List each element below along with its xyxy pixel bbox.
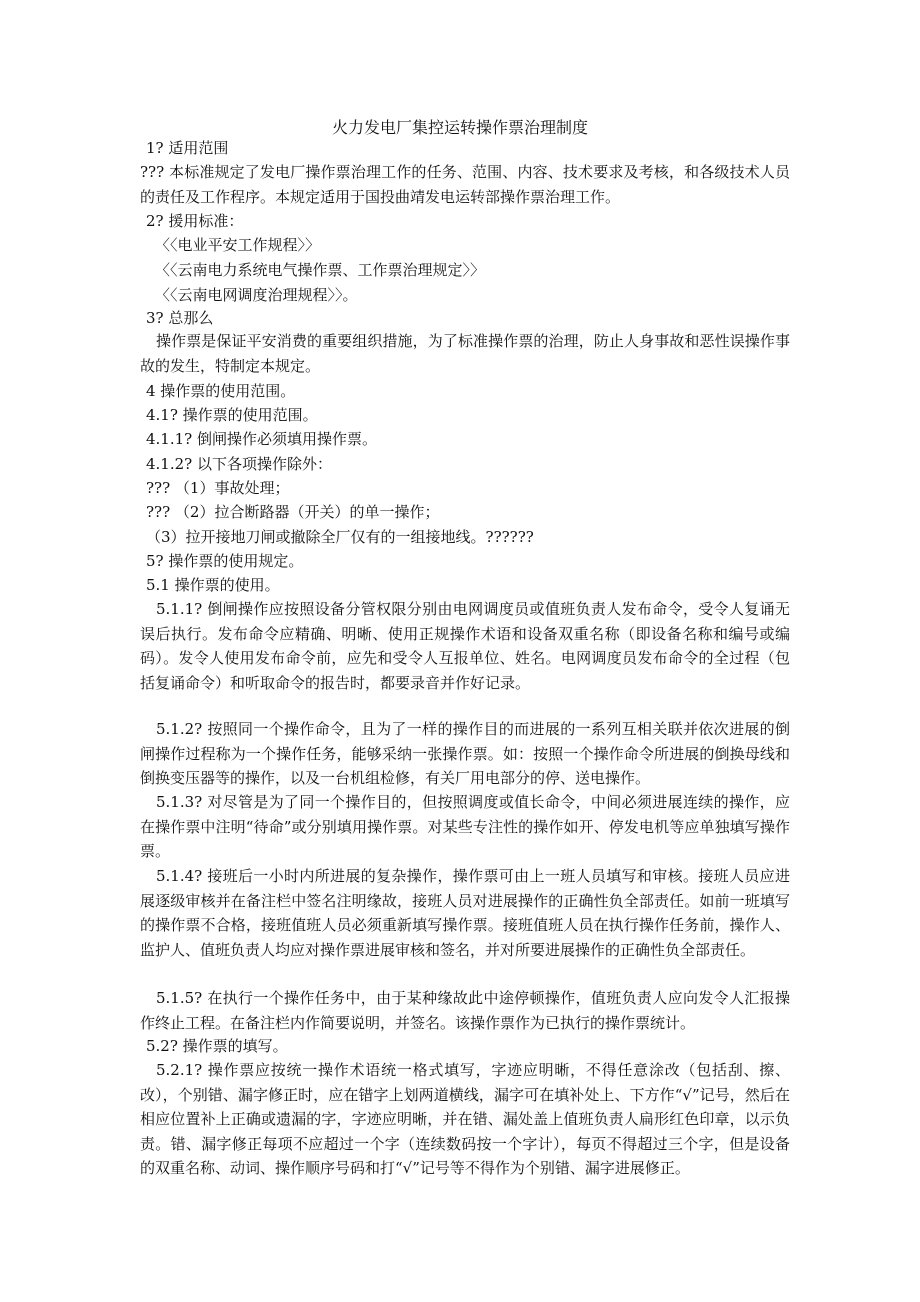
clause-line: 4.1.2? 以下各项操作除外： xyxy=(146,455,332,473)
paragraph: 5.1.4? 接班后一小时内所进展的复杂操作，操作票可由上一班人员填写和审核。接班人员应进展逐级审核并在备注栏中签名注明缘故，接班人员对进展操作的正确性负全部责任。如前一班填写的操作票不合格，接班值班人员必须重新填写操作票。接班值班人员在执行操作任务前，操作人、监护人、值班负责人均应对操作票进展审核和签名，并对所要进展操作的正确性负全部责任。 xyxy=(140,867,790,959)
section-heading: 5.1 操作票的使用。 xyxy=(146,576,280,594)
section-heading: 2? 援用标准： xyxy=(146,212,244,230)
paragraph: 5.2.1? 操作票应按统一操作术语统一格式填写，字迹应明晰，不得任意涂改（包括刮、擦、改），个别错、漏字修正时，应在错字上划两道横线，漏字可在填补处上、下方作“√”记号，然后在相应位置补上正确或遗漏的字，字迹应明晰，并在错、漏处盖上值班负责人扁形红色印章，以示负责。错、漏字修正每项不应超过一个字（连续数码按一个字计），每页不得超过三个字，但是设备的双重名称、动词、操作顺序号码和打“√”记号等不得作为个别错、漏字进展修正。 xyxy=(140,1061,790,1177)
paragraph: ??? 本标准规定了发电厂操作票治理工作的任务、范围、内容、技术要求及考核，和各级技术人员的责任及工作程序。本规定适用于国投曲靖发电运转部操作票治理工作。 xyxy=(140,163,790,206)
reference-item: 〈〈电业平安工作规程〉〉 xyxy=(155,236,321,254)
paragraph: 操作票是保证平安消费的重要组织措施，为了标准操作票的治理，防止人身事故和恶性误操作事故的发生，特制定本规定。 xyxy=(140,332,790,375)
section-heading: 4.1? 操作票的使用范围。 xyxy=(146,406,318,424)
paragraph: 5.1.2? 按照同一个操作命令，且为了一样的操作目的而进展的一系列互相关联并依次进展的倒闸操作过程称为一个操作任务，能够采纳一张操作票。如：按照一个操作命令所进展的倒换母线和倒换变压器等的操作，以及一台机组检修，有关厂用电部分的停、送电操作。 xyxy=(140,720,790,787)
section-heading: 5.2? 操作票的填写。 xyxy=(146,1037,288,1055)
section-heading: 4 操作票的使用范围。 xyxy=(146,382,296,400)
list-item: ??? （2）拉合断路器（开关）的单一操作； xyxy=(146,503,440,521)
reference-item: 〈〈云南电力系统电气操作票、工作票治理规定〉〉 xyxy=(155,261,486,279)
paragraph: 5.1.3? 对尽管是为了同一个操作目的，但按照调度或值长命令，中间必须进展连续的操作，应在操作票中注明“待命”或分别填用操作票。对某些专注性的操作如开、停发电机等应单独填写操作票。 xyxy=(140,793,790,860)
list-item: （3）拉开接地刀闸或撤除全厂仅有的一组接地线。?????? xyxy=(146,528,534,546)
section-heading: 5? 操作票的使用规定。 xyxy=(146,552,304,570)
clause-line: 4.1.1? 倒闸操作必须填用操作票。 xyxy=(146,430,377,448)
section-heading: 1? 适用范围 xyxy=(146,139,229,157)
paragraph: 5.1.1? 倒闸操作应按照设备分管权限分别由电网调度员或值班负责人发布命令，受令人复诵无误后执行。发布命令应精确、明晰、使用正规操作术语和设备双重名称（即设备名称和编号或编码）。发令人使用发布命令前，应先和受令人互报单位、姓名。电网调度员发布命令的全过程（包括复诵命令）和听取命令的报告时，都要录音并作好记录。 xyxy=(140,600,790,692)
section-heading: 3? 总那么 xyxy=(146,309,214,327)
paragraph: 5.1.5? 在执行一个操作任务中，由于某种缘故此中途停顿操作，值班负责人应向发令人汇报操作终止工程。在备注栏内作简要说明，并签名。该操作票作为已执行的操作票统计。 xyxy=(140,989,790,1032)
list-item: ??? （1）事故处理； xyxy=(146,479,290,497)
reference-item: 〈〈云南电网调度治理规程〉〉。 xyxy=(155,286,358,304)
document-title: 火力发电厂集控运转操作票治理制度 xyxy=(331,118,588,137)
